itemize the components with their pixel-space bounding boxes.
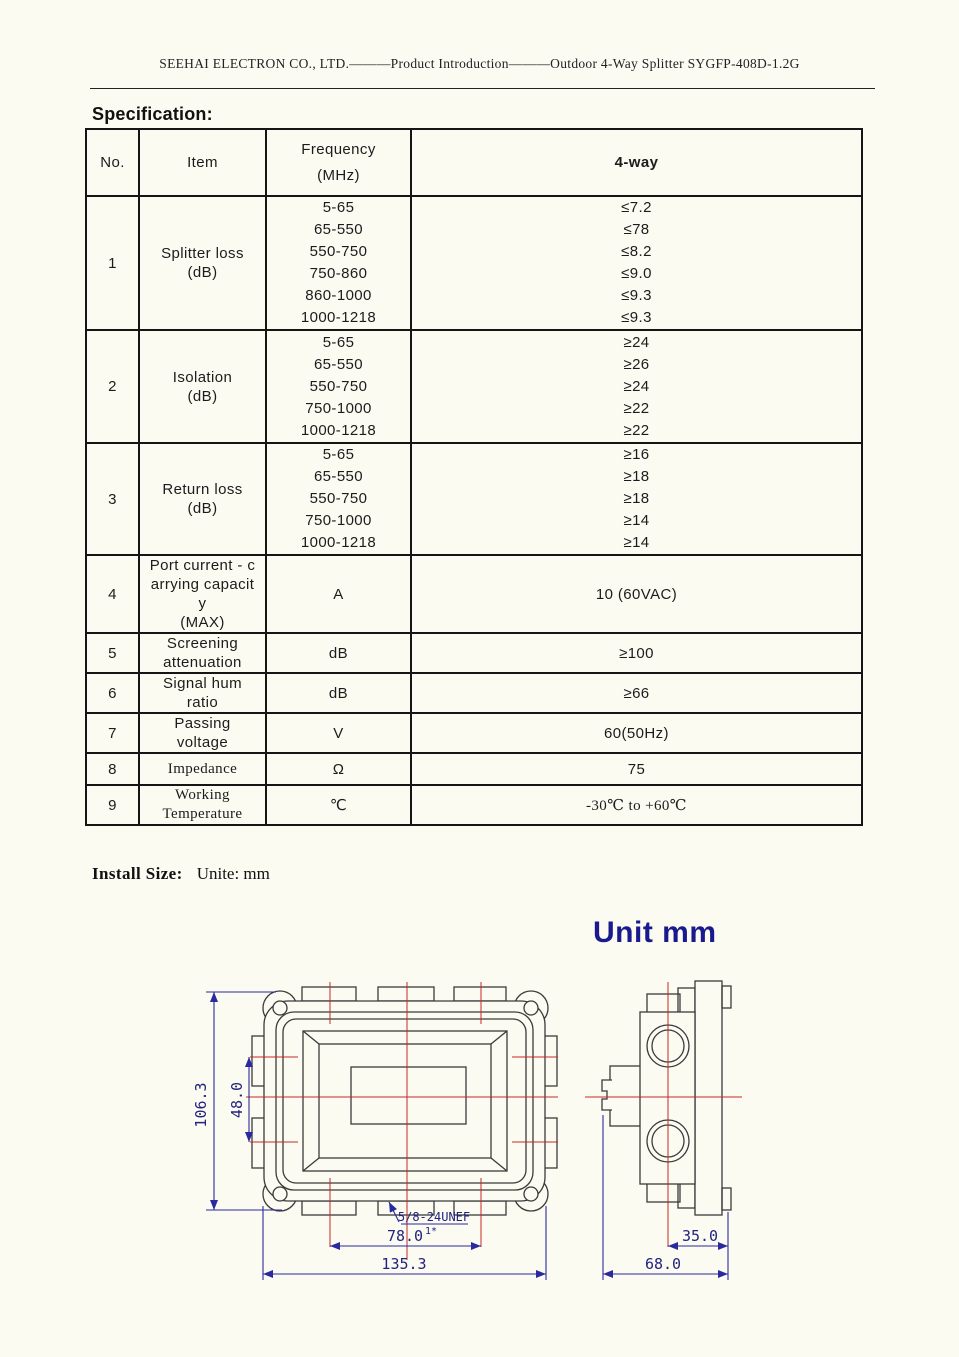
freq-line: 750-1000 — [305, 512, 372, 529]
item-line: (MAX) — [180, 614, 225, 631]
col-header-frequency — [266, 129, 411, 196]
value-line: ≥24 — [623, 333, 650, 351]
freq-line: 65-550 — [313, 468, 364, 485]
freq-line: 860-1000 — [305, 287, 372, 304]
mount-flange — [695, 981, 722, 1215]
freq-line: 5-65 — [322, 333, 355, 351]
install-size-heading — [92, 864, 270, 884]
cell-item — [139, 330, 266, 443]
freq-line: 1000-1218 — [300, 421, 377, 439]
cell-no: 5 — [86, 633, 139, 673]
item-line: (dB) — [187, 264, 218, 281]
cell-no: 3 — [86, 443, 139, 555]
table-row-passing-voltage — [86, 713, 862, 753]
cell-item — [139, 753, 266, 785]
item-line: Isolation — [172, 368, 233, 386]
item-line: Working — [175, 787, 230, 803]
cell-no: 4 — [86, 555, 139, 633]
flange-tab — [722, 1188, 731, 1210]
freq-line: 550-750 — [309, 377, 368, 395]
cell-frequencies — [266, 443, 411, 555]
thread-note: 1* — [424, 1226, 438, 1237]
value-line: ≤7.2 — [621, 199, 652, 216]
freq-line: 750-860 — [309, 265, 368, 282]
front-view-drawing — [252, 987, 557, 1215]
item-line: Screening — [166, 635, 239, 652]
table-header-row — [86, 129, 862, 196]
cell-no: 6 — [86, 673, 139, 713]
freq-line: 5-65 — [322, 199, 355, 216]
value-line: ≤8.2 — [621, 243, 652, 260]
freq-line: 65-550 — [313, 221, 364, 238]
cell-no: 2 — [86, 330, 139, 443]
dim-text-106-3: 106.3 — [192, 1082, 210, 1128]
mount-hole — [524, 1187, 538, 1201]
port-connector — [302, 987, 356, 1001]
cell-item — [139, 443, 266, 555]
header-divider — [90, 88, 875, 89]
item-line: ratio — [186, 694, 219, 711]
item-line: Port current - c — [149, 557, 256, 574]
value-line: ≥22 — [623, 421, 650, 439]
value-line: ≥26 — [623, 355, 650, 373]
cell-item — [139, 555, 266, 633]
cell-frequencies — [266, 196, 411, 330]
side-boss — [610, 1066, 642, 1126]
dim-text-135-3: 135.3 — [381, 1255, 427, 1273]
cell-item — [139, 673, 266, 713]
cell-item — [139, 713, 266, 753]
value-line: ≥14 — [623, 534, 650, 551]
side-view-drawing — [602, 981, 731, 1215]
cell-value: 60(50Hz) — [411, 713, 862, 753]
table-row-splitter-loss — [86, 196, 862, 330]
table-row-working-temperature — [86, 785, 862, 825]
item-line: Signal hum — [162, 675, 243, 692]
install-size-drawings — [180, 955, 770, 1295]
cell-item — [139, 633, 266, 673]
value-line: ≥18 — [623, 490, 650, 507]
freq-line: 5-65 — [322, 446, 355, 463]
cell-unit: ℃ — [266, 785, 411, 825]
cell-item — [139, 785, 266, 825]
item-line: y — [198, 595, 207, 612]
item-line: Passing — [174, 715, 231, 732]
freq-line: 550-750 — [309, 490, 368, 507]
freq-line: 750-1000 — [305, 399, 372, 417]
table-row-screening — [86, 633, 862, 673]
thread-label: 5/8-24UNEF — [397, 1210, 471, 1224]
value-line: ≤9.3 — [621, 287, 652, 304]
cell-values — [411, 443, 862, 555]
install-unit-label: Unite: mm — [196, 864, 270, 883]
dim-text-68-0: 68.0 — [644, 1255, 682, 1273]
cell-no: 7 — [86, 713, 139, 753]
specification-table — [85, 128, 863, 826]
cell-unit: dB — [266, 673, 411, 713]
mount-hole — [273, 1187, 287, 1201]
cell-no: 9 — [86, 785, 139, 825]
value-line: ≥24 — [623, 377, 650, 395]
item-line: (dB) — [187, 387, 218, 405]
table-row-return-loss — [86, 443, 862, 555]
value-line: ≤78 — [623, 221, 650, 238]
item-line: (dB) — [187, 500, 218, 517]
cell-value: 75 — [411, 753, 862, 785]
cell-value: 10 (60VAC) — [411, 555, 862, 633]
frequency-header-line2: (MHz) — [317, 166, 360, 184]
flange-tab — [722, 986, 731, 1008]
item-line: Temperature — [162, 806, 243, 822]
table-row-isolation — [86, 330, 862, 443]
dim-text-35-0: 35.0 — [681, 1227, 719, 1245]
cell-no: 8 — [86, 753, 139, 785]
page-header: SEEHAI ELECTRON CO., LTD.———Product Introduction———Outdoor 4-Way Splitter SYGFP-408D-1.2G — [159, 56, 800, 71]
mount-hole — [524, 1001, 538, 1015]
freq-line: 1000-1218 — [300, 309, 377, 326]
table-row-port-current — [86, 555, 862, 633]
cell-frequencies — [266, 330, 411, 443]
side-notch — [602, 1080, 612, 1110]
col-header-4way: 4-way — [411, 129, 862, 196]
install-size-label: Install Size: — [92, 864, 183, 883]
cell-unit: V — [266, 713, 411, 753]
value-line: ≤9.3 — [621, 309, 652, 326]
item-line: Impedance — [167, 760, 238, 777]
port-connector — [302, 1201, 356, 1215]
specification-table-wrap — [85, 128, 863, 826]
drawing-unit-label: Unit mm — [593, 916, 717, 949]
cell-value: -30℃ to +60℃ — [411, 785, 862, 825]
item-line: Return loss — [162, 481, 243, 498]
cell-value: ≥66 — [411, 673, 862, 713]
freq-line: 65-550 — [313, 355, 364, 373]
item-line: voltage — [176, 734, 229, 751]
port-connector — [378, 987, 434, 1001]
specification-heading: Specification: — [92, 104, 213, 124]
dim-text-78-0: 78.0 — [386, 1227, 424, 1245]
cell-item — [139, 196, 266, 330]
mount-hole — [273, 1001, 287, 1015]
table-row-signal-hum — [86, 673, 862, 713]
dim-text-48-0: 48.0 — [228, 1081, 246, 1119]
value-line: ≥22 — [623, 399, 650, 417]
col-header-no: No. — [86, 129, 139, 196]
port-connector — [454, 987, 506, 1001]
value-line: ≤9.0 — [621, 265, 652, 282]
cell-values — [411, 330, 862, 443]
frequency-header-line1: Frequency — [301, 140, 376, 158]
value-line: ≥16 — [623, 446, 650, 463]
freq-line: 1000-1218 — [300, 534, 377, 551]
col-header-item: Item — [139, 129, 266, 196]
cell-values — [411, 196, 862, 330]
value-line: ≥14 — [623, 512, 650, 529]
item-line: arrying capacit — [150, 576, 255, 593]
table-row-impedance — [86, 753, 862, 785]
cell-unit: Ω — [266, 753, 411, 785]
cell-unit: A — [266, 555, 411, 633]
item-line: Splitter loss — [161, 245, 244, 262]
cell-no: 1 — [86, 196, 139, 330]
freq-line: 550-750 — [309, 243, 368, 260]
cell-unit: dB — [266, 633, 411, 673]
item-line: attenuation — [163, 654, 242, 671]
value-line: ≥18 — [623, 468, 650, 485]
cell-value: ≥100 — [411, 633, 862, 673]
